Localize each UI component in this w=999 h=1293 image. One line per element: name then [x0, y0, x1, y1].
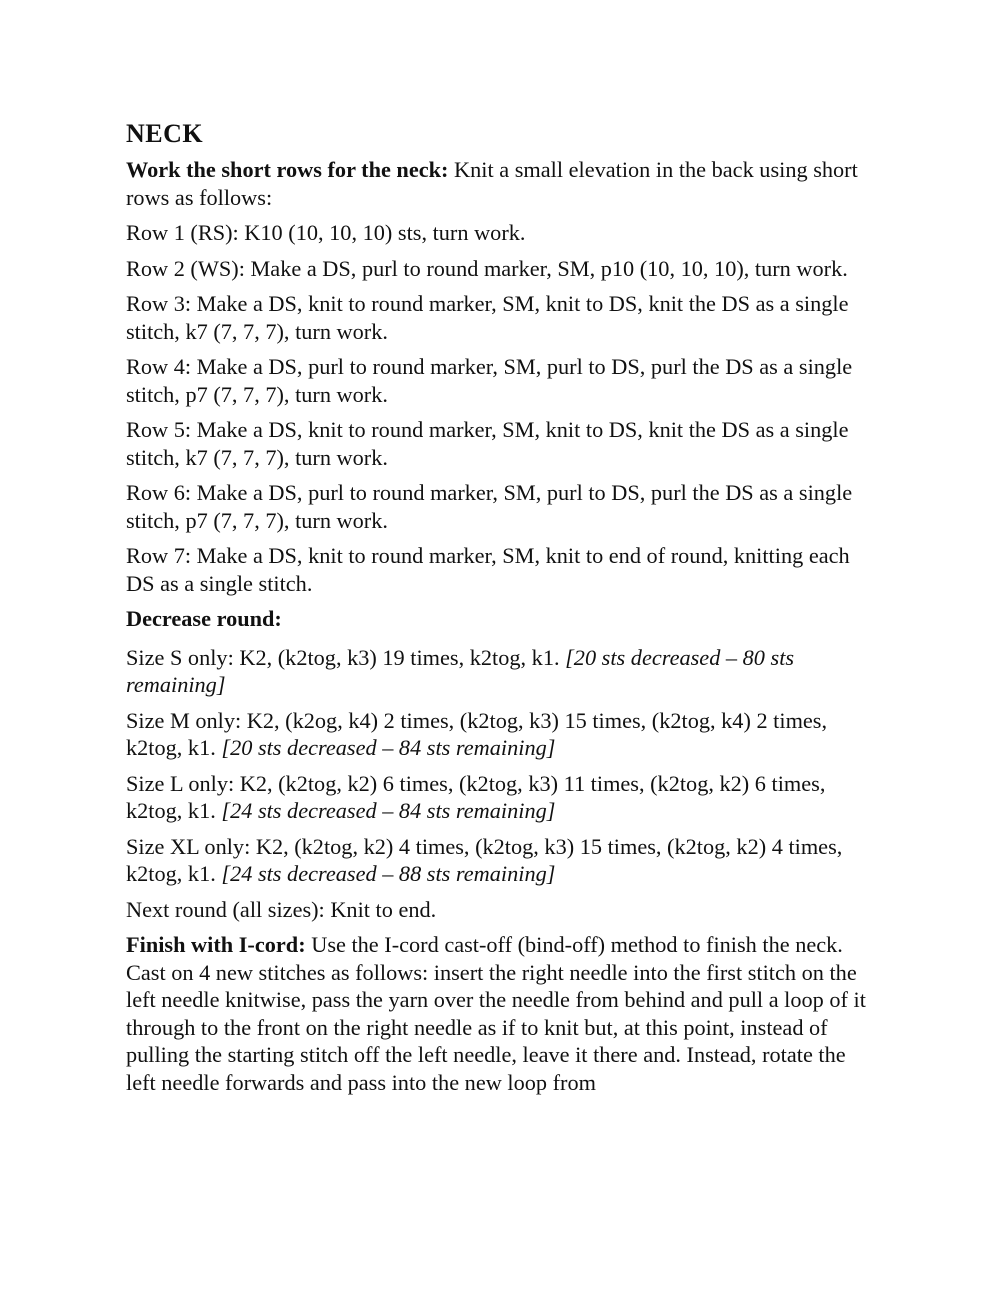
row-instruction: Row 1 (RS): K10 (10, 10, 10) sts, turn work. [126, 220, 526, 245]
row-instruction: Row 5: Make a DS, knit to round marker, SM, knit to DS, knit the DS as a single stitch, k7 (7, 7, 7), turn work. [126, 417, 849, 470]
short-rows-heading: Work the short rows for the neck: [126, 157, 449, 182]
size-m-instruction [126, 707, 878, 762]
size-s-instruction [126, 644, 878, 699]
decrease-heading: Decrease round: [126, 606, 282, 631]
size-instruction-text: Size L only: K2, (k2tog, k2) 6 times, (k2tog, k3) 11 times, (k2tog, k2) 6 times, k2tog, k1. [126, 770, 826, 823]
size-xl-instruction [126, 833, 878, 888]
document-page [126, 116, 878, 1104]
row-instruction: Row 4: Make a DS, purl to round marker, SM, purl to DS, purl the DS as a single stitch, p7 (7, 7, 7), turn work. [126, 354, 853, 407]
short-rows-intro-text: Knit a small elevation in the back using short rows as follows: [126, 157, 858, 210]
row-instruction: Row 6: Make a DS, purl to round marker, SM, purl to DS, purl the DS as a single stitch, p7 (7, 7, 7), turn work. [126, 480, 853, 533]
size-instruction-text: Size M only: K2, (k2og, k4) 2 times, (k2tog, k3) 15 times, (k2tog, k4) 2 times, k2tog, k1. [126, 707, 828, 760]
size-result-note: [24 sts decreased – 88 sts remaining] [221, 861, 556, 886]
section-title: NECK [126, 119, 204, 148]
finish-heading: Finish with I-cord: [126, 932, 306, 957]
row-instruction: Row 7: Make a DS, knit to round marker, SM, knit to end of round, knitting each DS as a single stitch. [126, 543, 850, 596]
row-instruction: Row 2 (WS): Make a DS, purl to round marker, SM, p10 (10, 10, 10), turn work. [126, 255, 848, 281]
short-rows-intro [126, 156, 878, 211]
size-result-note: [24 sts decreased – 84 sts remaining] [221, 798, 556, 823]
next-round-instruction: Next round (all sizes): Knit to end. [126, 896, 437, 922]
finish-paragraph [126, 931, 878, 1096]
size-result-note: [20 sts decreased – 84 sts remaining] [221, 735, 556, 760]
size-instruction-text: Size S only: K2, (k2tog, k3) 19 times, k2tog, k1. [126, 644, 566, 670]
size-instruction-text: Size XL only: K2, (k2tog, k2) 4 times, (k2tog, k3) 15 times, (k2tog, k2) 4 times, k2tog, k1. [126, 833, 843, 886]
size-result-note: [20 sts decreased – 80 sts remaining] [126, 644, 795, 697]
finish-text: Use the I-cord cast-off (bind-off) method to finish the neck. Cast on 4 new stitches as follows: insert the right needle into the first stitch on the left needle knitwise, pass the yarn over the needle from behind and pull a loop of it through to the front on the right needle as if to knit but, at this point, instead of pulling the starting stitch off the left needle, leave it there and. Instead, rotate the left needle forwards and pass into the new loop from [126, 932, 866, 1095]
row-instruction: Row 3: Make a DS, knit to round marker, SM, knit to DS, knit the DS as a single stitch, k7 (7, 7, 7), turn work. [126, 291, 849, 344]
size-l-instruction [126, 770, 878, 825]
